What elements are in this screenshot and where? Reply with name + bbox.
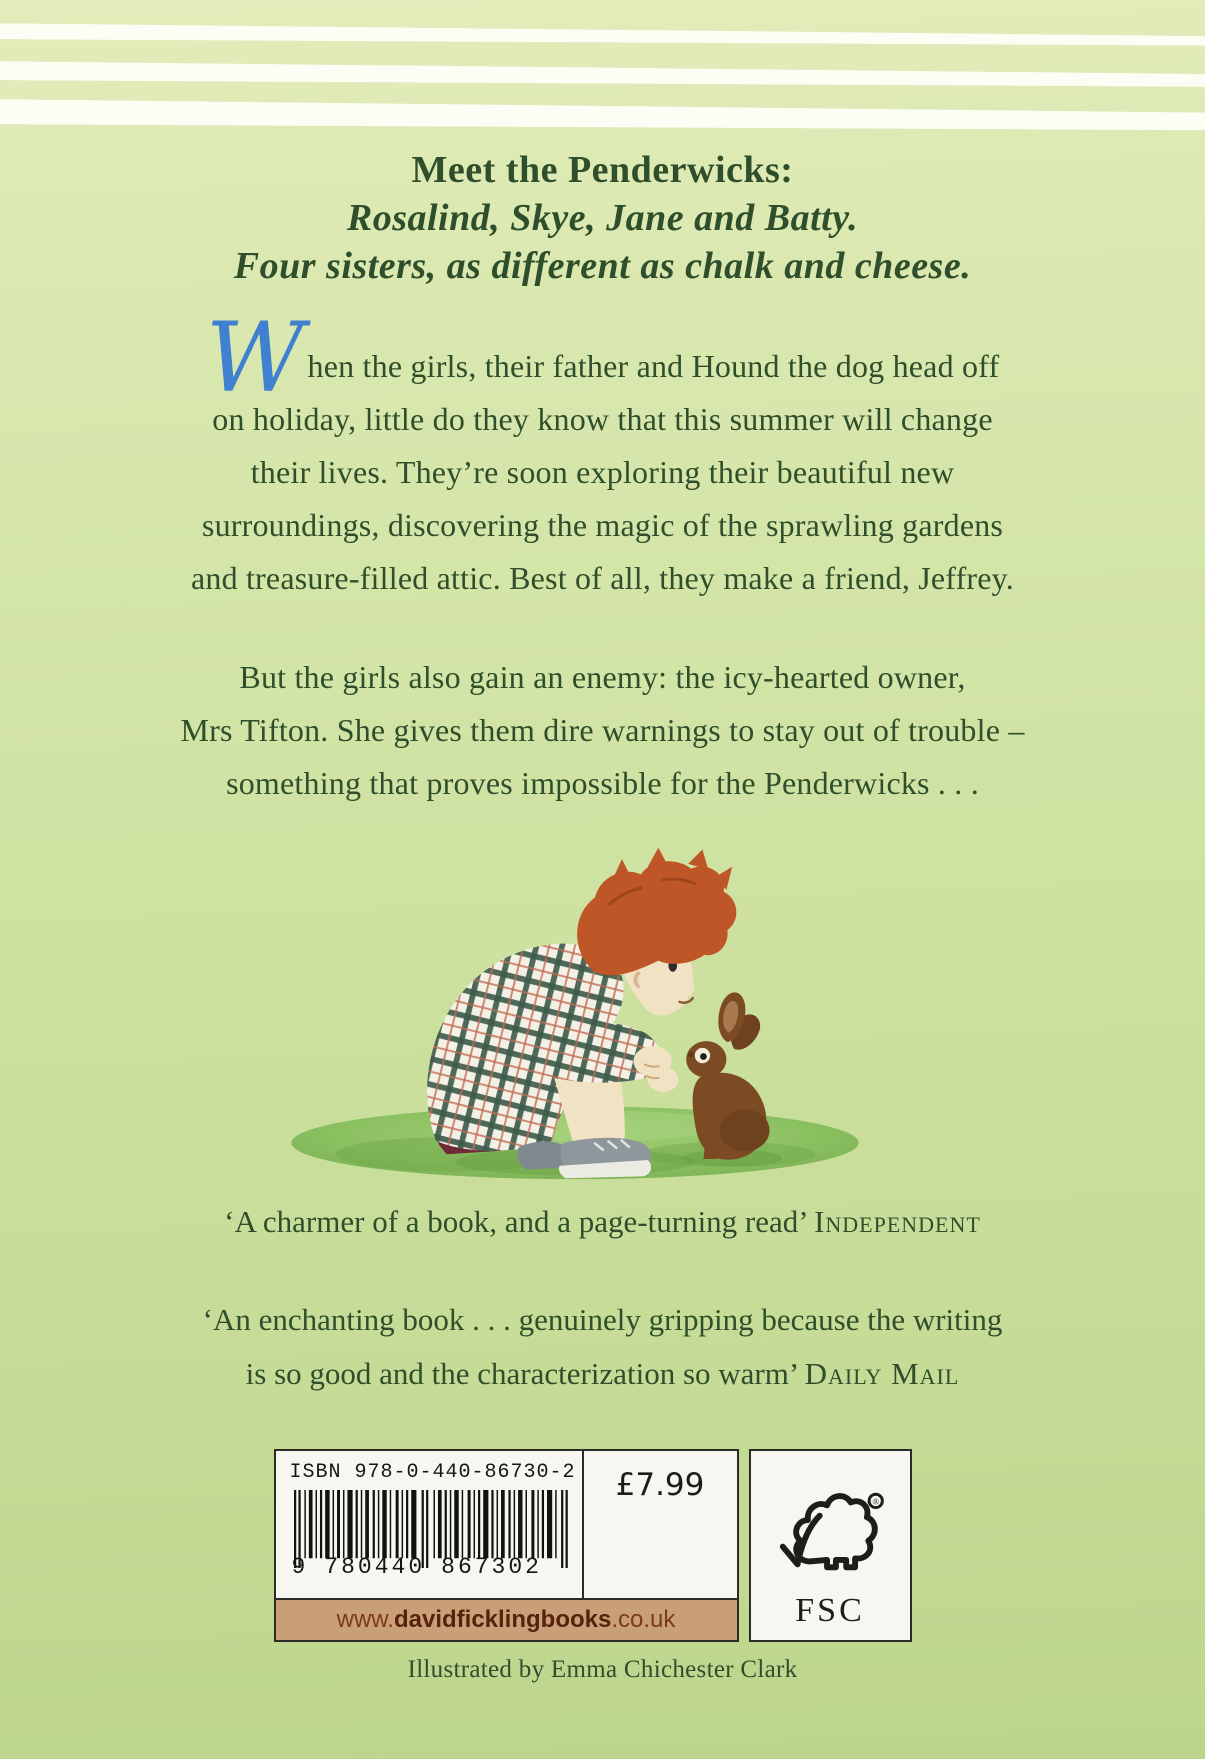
synopsis-line: on holiday, little do they know that this summer will change [212,401,993,437]
digit-group: 9 [291,1554,309,1580]
synopsis-line: something that proves impossible for the Penderwicks . . . [226,765,979,801]
tagline-line-2: Rosalind, Skye, Jane and Batty. [346,197,859,239]
review-quote-daily-mail [0,1293,1205,1401]
barcode-cell [276,1451,584,1598]
synopsis-line-text: hen the girls, their father and Hound the dog head off [307,348,1000,384]
digit-group: 780440 [324,1554,426,1580]
white-stripe [0,61,1205,90]
fsc-panel [749,1449,912,1642]
illustration-boy-and-rabbit [265,838,885,1183]
synopsis-line: surroundings, discovering the magic of the sprawling gardens [201,507,1004,543]
synopsis-line: Mrs Tifton. She gives them dire warnings to stay out of trouble – [180,712,1025,748]
barcode-digits [290,1554,574,1580]
fsc-label: FSC [795,1592,865,1629]
boy-hair [577,848,736,976]
publication-name: Independent [814,1204,981,1239]
illustrator-credit: Illustrated by Emma Chichester Clark [407,1656,798,1683]
digit-group: 867302 [441,1554,542,1580]
barcode-block [0,1449,1195,1642]
publication-name: Daily Mail [804,1356,960,1391]
quote-text: is so good and the characterization so warm’ [245,1356,805,1391]
tagline-line-1: Meet the Penderwicks: [411,149,794,191]
tagline-block [0,146,1205,290]
registered-mark: ® [872,1496,880,1507]
fsc-logo-icon [771,1484,889,1596]
synopsis-line: their lives. They’re soon exploring their beautiful new [250,454,955,490]
synopsis-line: and treasure-filled attic. Best of all, they make a friend, Jeffrey. [190,560,1015,596]
quote-line [0,1347,1205,1401]
dropcap-w: W [205,302,305,414]
review-quote-independent [0,1201,1205,1243]
quote-line: ‘An enchanting book . . . genuinely gripping because the writing [202,1302,1003,1337]
tagline-line-3: Four sisters, as different as chalk and cheese. [233,245,972,287]
synopsis-paragraph-1 [0,302,1205,605]
website-suffix: .co.uk [611,1606,676,1633]
illustration-svg [265,838,885,1183]
barcode-panel [274,1449,739,1642]
isbn-label: ISBN 978-0-440-86730-2 [289,1461,576,1484]
price: £7.99 [615,1467,705,1503]
publisher-website [276,1598,737,1640]
website-prefix: www. [336,1606,394,1633]
website-domain: davidficklingbooks [393,1606,612,1633]
synopsis-paragraph-2 [0,651,1205,810]
white-stripe [0,23,1205,49]
quote-text: ‘A charmer of a book, and a page-turning read’ [224,1204,815,1239]
white-stripe [0,99,1205,134]
synopsis-line: But the girls also gain an enemy: the icy-hearted owner, [239,659,966,695]
synopsis-line [0,302,1205,414]
